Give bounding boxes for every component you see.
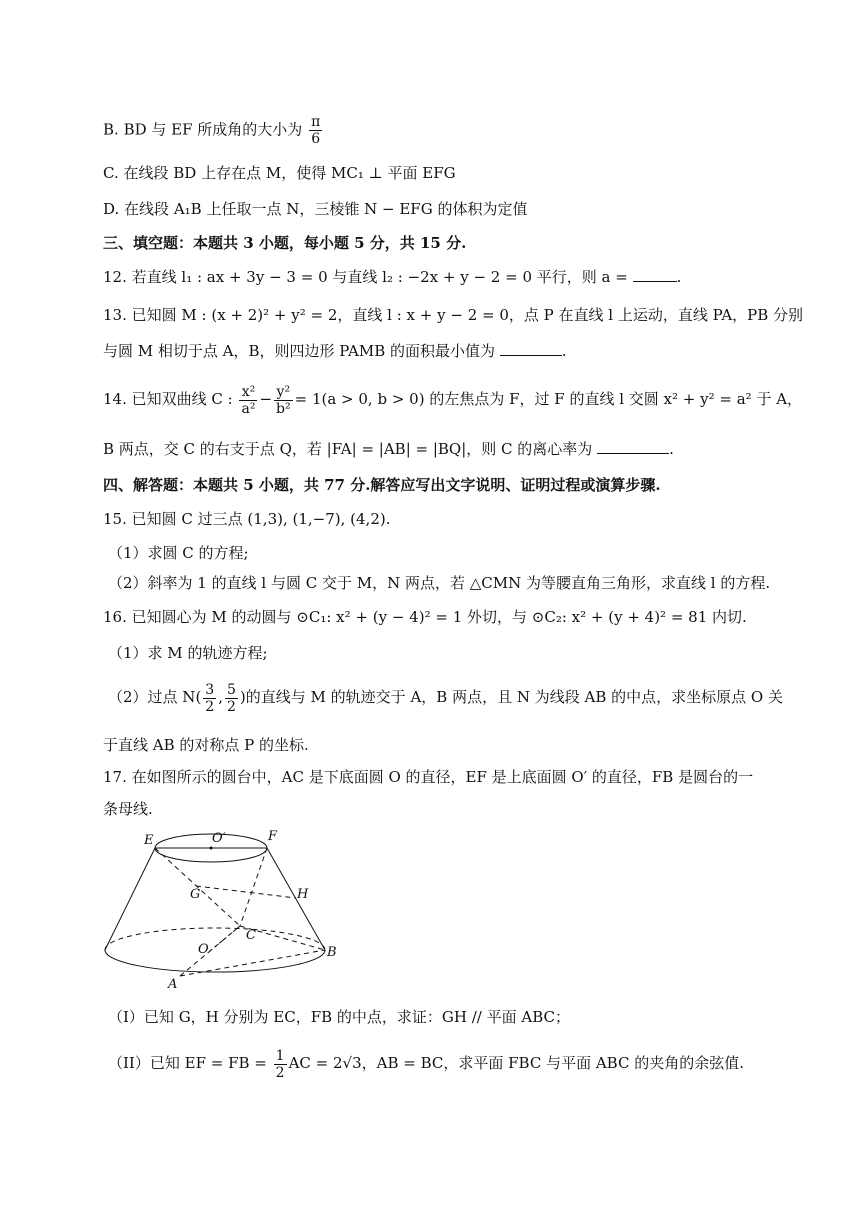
q13-text: 与圆 M 相切于点 A，B，则四边形 PAMB 的面积最小值为 (103, 342, 495, 360)
answer-blank (500, 341, 562, 356)
option-c (103, 162, 456, 184)
frac-num: 1 (275, 1047, 285, 1064)
frac-den: b² (276, 400, 291, 417)
frac-den: 2 (227, 698, 236, 715)
q16-text: （2）过点 N (108, 688, 196, 706)
question-17-part1: （I）已知 G，H 分别为 EC，FB 的中点，求证：GH // 平面 ABC； (108, 1008, 571, 1026)
question-17-line1: 17. 在如图所示的圆台中，AC 是下底面圆 O 的直径，EF 是上底面圆 O′ 的直径，FB 是圆台的一 (103, 768, 754, 786)
q12-text: 12. 若直线 l₁ : ax + 3y − 3 = 0 与直线 l₂ : −2x + y − 2 = 0 平行，则 a = (103, 268, 628, 286)
q14-frac-y (274, 384, 293, 417)
option-d (103, 198, 527, 220)
segment-gh (196, 886, 296, 898)
option-d-text: 在线段 A₁B 上任取一点 N，三棱锥 N − EFG 的体积为定值 (124, 200, 528, 218)
q12-end: . (676, 268, 682, 286)
question-16-stem: 16. 已知圆心为 M 的动圆与 ⊙C₁: x² + (y − 4)² = 1 外切，与 ⊙C₂: x² + (y + 4)² = 81 内切. (103, 608, 747, 626)
q13-end: . (561, 342, 567, 360)
question-15-stem: 15. 已知圆 C 过三点 (1,3), (1,−7), (4,2). (103, 510, 391, 528)
frac-num: π (311, 114, 321, 130)
label-f: F (268, 829, 278, 844)
question-16-part2: （2）过点 N( $\frac{3}{2}$ , $\frac{5}{2}$ )的直线与 M 的轨迹交于 A，B 两点，且 N 为线段 AB 的中点，求坐标原点 O 关 (108, 681, 783, 715)
frac-den: 2 (275, 1064, 285, 1081)
frac-num: 3 (205, 681, 215, 698)
question-15-part2: （2）斜率为 1 的直线 l 与圆 C 交于 M，N 两点，若 △CMN 为等腰直角三角形，求直线 l 的方程. (108, 574, 771, 592)
frac-num: y² (274, 384, 293, 401)
label-a: A (168, 977, 178, 991)
q14-text-2: B 两点，交 C 的右支于点 Q，若 |FA| = |AB| = |BQ|，则 C 的离心率为 (103, 440, 593, 458)
label-g: G (190, 887, 201, 902)
label-b: B (327, 945, 337, 960)
generator-fb (267, 848, 325, 950)
frustum-figure (100, 826, 345, 991)
section-4-heading: 四、解答题：本题共 5 小题，共 77 分.解答应写出文字说明、证明过程或演算步骤. (103, 476, 661, 494)
answer-blank (597, 439, 669, 454)
option-d-prefix: D. (103, 200, 120, 218)
question-13-line2 (103, 340, 567, 362)
frac-num: 5 (227, 681, 236, 698)
center-o-prime (210, 847, 213, 850)
option-c-prefix: C. (103, 164, 119, 182)
section-3-heading: 三、填空题：本题共 3 小题，每小题 5 分，共 15 分. (103, 234, 467, 252)
question-14-line1: 14. 已知双曲线 C : $\frac{\text{x²}}{\text{a²}}$ − $\frac{\text{y²}}{\text{b²}}$ = 1(a > 0, b > 0) 的左焦点为 F，过 F 的直线 l 交圆 x² + y² = a² 于 A， (103, 383, 803, 417)
generator-left (105, 848, 155, 950)
question-13-line1: 13. 已知圆 M : (x + 2)² + y² = 2，直线 l : x + y − 2 = 0，点 P 在直线 l 上运动，直线 PA，PB 分别 (103, 306, 804, 324)
frac-num: x² (239, 384, 257, 401)
q14-end: . (669, 440, 674, 458)
question-16-part1: （1）求 M 的轨迹方程; (108, 644, 268, 662)
question-17-line2: 条母线. (103, 800, 153, 818)
q17-text: （II）已知 EF = FB = (108, 1054, 267, 1072)
q14-text-mid: = 1(a > 0, b > 0) 的左焦点为 F，过 F 的直线 l 交圆 x² + y² = a² 于 A， (294, 390, 803, 408)
q14-frac-x (239, 384, 257, 417)
q17-frac (274, 1048, 287, 1081)
q16-frac-1 (203, 682, 216, 715)
question-14-line2 (103, 438, 674, 460)
bottom-ellipse-front (105, 950, 325, 972)
q16-text-2: 的直线与 M 的轨迹交于 A，B 两点，且 N 为线段 AB 的中点，求坐标原点 O 关 (245, 688, 783, 706)
frac-den: 6 (311, 131, 321, 147)
q16-frac-2 (225, 682, 238, 715)
label-o-prime: O′ (212, 831, 226, 846)
label-e: E (144, 833, 154, 848)
answer-blank (633, 267, 677, 282)
question-17-part2 (108, 1046, 744, 1081)
label-o: O (198, 942, 209, 957)
option-b-text: BD 与 EF 所成角的大小为 (123, 120, 303, 139)
q17-text-2: AC = 2√3，AB = BC，求平面 FBC 与平面 ABC 的夹角的余弦值. (288, 1054, 744, 1072)
option-b-fraction (309, 114, 322, 147)
frac-den: a² (241, 400, 256, 417)
question-15-part1: （1）求圆 C 的方程; (108, 544, 249, 562)
question-16-part2-cont: 于直线 AB 的对称点 P 的坐标. (103, 736, 309, 754)
question-12 (103, 266, 681, 288)
option-b-prefix: B. (103, 120, 119, 139)
frac-den: 2 (205, 698, 215, 715)
q14-text: 14. 已知双曲线 C : (103, 390, 233, 408)
option-b (103, 114, 324, 147)
label-c: C (246, 928, 256, 943)
option-c-text: 在线段 BD 上存在点 M，使得 MC₁ ⊥ 平面 EFG (123, 164, 456, 182)
label-h: H (297, 887, 309, 902)
